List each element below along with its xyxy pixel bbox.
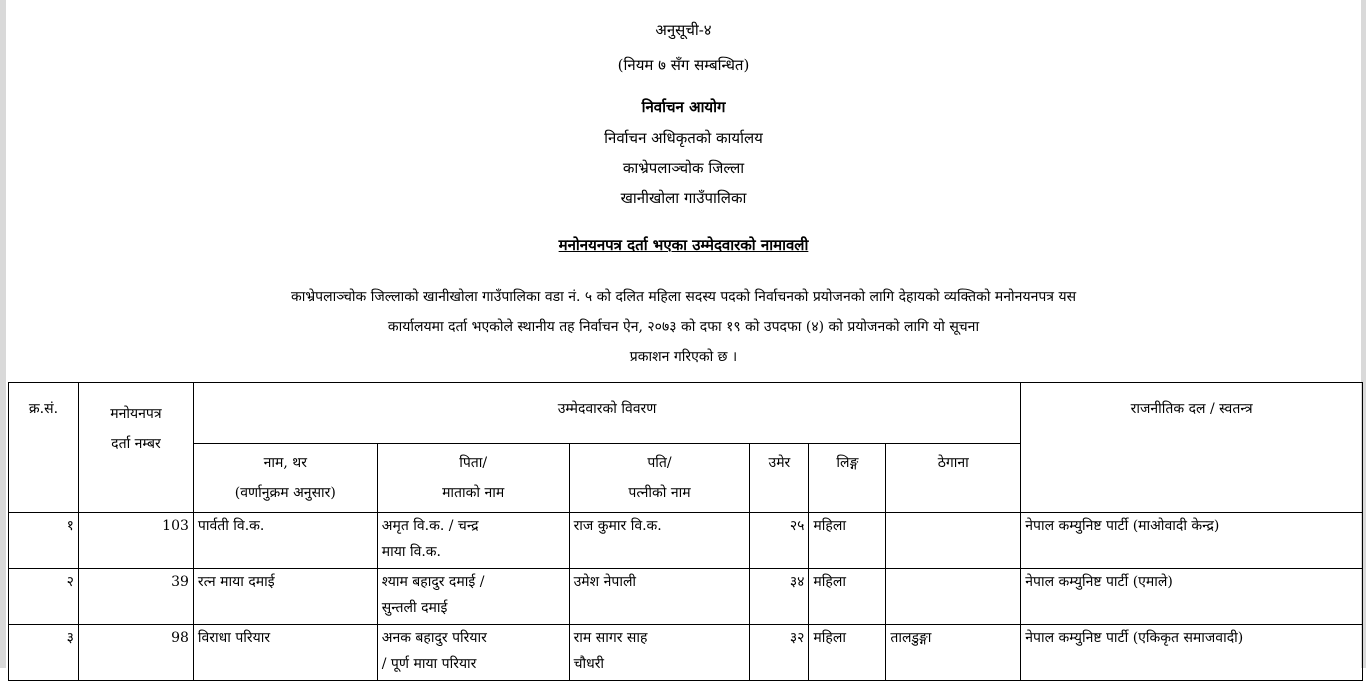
municipality-name: खानीखोला गाउँपालिका — [620, 189, 747, 207]
rule-reference: (नियम ७ सँग सम्बन्धित) — [617, 56, 750, 74]
cell-spouse — [569, 569, 750, 625]
cell-spouse — [569, 513, 750, 569]
list-title: मनोनयनपत्र दर्ता भएका उम्मेदवारको नामावली — [558, 236, 809, 254]
cell-parent-line2: सुन्तली दमाई — [381, 600, 448, 616]
cell-address — [886, 569, 1021, 625]
cell-parent — [377, 569, 569, 625]
cell-parent-line2: माया वि.क. — [381, 544, 442, 560]
header-serial: क्र.सं. — [9, 383, 79, 513]
cell-parent-line1: अमृत वि.क. / चन्द्र — [381, 518, 479, 534]
cell-serial: २ — [9, 569, 79, 625]
cell-spouse-line1: राज कुमार वि.क. — [573, 518, 662, 534]
table-row — [9, 569, 1363, 625]
cell-reg-no: 98 — [78, 625, 193, 681]
cell-age: ३२ — [750, 625, 809, 681]
cell-age: ३४ — [750, 569, 809, 625]
cell-address — [886, 513, 1021, 569]
cell-parent-line1: अनक बहादुर परियार — [381, 630, 487, 646]
header-age: उमेर — [750, 444, 809, 513]
cell-name: विराधा परियार — [193, 625, 377, 681]
table-row — [9, 625, 1363, 681]
candidates-table — [8, 382, 1363, 681]
cell-gender: महिला — [809, 625, 886, 681]
cell-parent — [377, 513, 569, 569]
cell-gender: महिला — [809, 569, 886, 625]
cell-spouse-line2: चौधरी — [573, 656, 605, 672]
header-name-line2: (वर्णानुक्रम अनुसार) — [234, 485, 336, 501]
cell-address: तालडुङ्गा — [886, 625, 1021, 681]
office-name: निर्वाचन अधिकृतको कार्यालय — [604, 129, 763, 147]
cell-reg-no: 39 — [78, 569, 193, 625]
header-nomination-line2: दर्ता नम्बर — [111, 436, 161, 452]
cell-age: २५ — [750, 513, 809, 569]
cell-party: नेपाल कम्युनिष्ट पार्टी (एमाले) — [1021, 569, 1363, 625]
header-name — [193, 444, 377, 513]
cell-name: रत्न माया दमाई — [193, 569, 377, 625]
header-address: ठेगाना — [886, 444, 1021, 513]
cell-serial: १ — [9, 513, 79, 569]
commission-title: निर्वाचन आयोग — [641, 98, 726, 116]
cell-parent — [377, 625, 569, 681]
cell-spouse-line1: उमेश नेपाली — [573, 574, 637, 590]
document-page — [6, 0, 1361, 672]
district-name: काभ्रेपलाञ्चोक जिल्ला — [622, 159, 745, 177]
header-nomination-number — [78, 383, 193, 513]
header-gender: लिङ्ग — [809, 444, 886, 513]
table-row — [9, 513, 1363, 569]
cell-gender: महिला — [809, 513, 886, 569]
schedule-heading: अनुसूची-४ — [655, 21, 712, 39]
notice-line-2: कार्यालयमा दर्ता भएकोले स्थानीय तह निर्वाचन ऐन, २०७३ को दफा १९ को उपदफा (४) को प्रयोजनको लागि यो सूचना — [387, 319, 980, 335]
cell-party: नेपाल कम्युनिष्ट पार्टी (माओवादी केन्द्र) — [1021, 513, 1363, 569]
header-nomination-line1: मनोयनपत्र — [110, 406, 162, 422]
header-spouse — [569, 444, 750, 513]
cell-parent-line2: / पूर्ण माया परियार — [381, 656, 477, 672]
notice-line-3: प्रकाशन गरिएको छ । — [629, 349, 738, 365]
header-parent-line1: पिता/ — [459, 455, 488, 471]
cell-reg-no: 103 — [78, 513, 193, 569]
table-header-row — [9, 383, 1363, 444]
header-candidate-details: उम्मेदवारको विवरण — [193, 383, 1020, 444]
header-name-line1: नाम, थर — [263, 455, 307, 471]
header-parent — [377, 444, 569, 513]
cell-spouse-line1: राम सागर साह — [573, 630, 648, 646]
header-spouse-line1: पति/ — [647, 455, 672, 471]
header-party: राजनीतिक दल / स्वतन्त्र — [1021, 383, 1363, 513]
cell-party: नेपाल कम्युनिष्ट पार्टी (एकिकृत समाजवादी) — [1021, 625, 1363, 681]
header-parent-line2: माताको नाम — [442, 485, 505, 501]
notice-line-1: काभ्रेपलाञ्चोक जिल्लाको खानीखोला गाउँपालिका वडा नं. ५ को दलित महिला सदस्य पदको निर्वाचनको प्रयोजनको लागि देहायको व्यक्तिको मनोनयनपत्र यस — [290, 289, 1077, 305]
header-spouse-line2: पत्नीको नाम — [628, 485, 691, 501]
cell-serial: ३ — [9, 625, 79, 681]
cell-parent-line1: श्याम बहादुर दमाई / — [381, 574, 485, 590]
cell-spouse — [569, 625, 750, 681]
cell-name: पार्वती वि.क. — [193, 513, 377, 569]
